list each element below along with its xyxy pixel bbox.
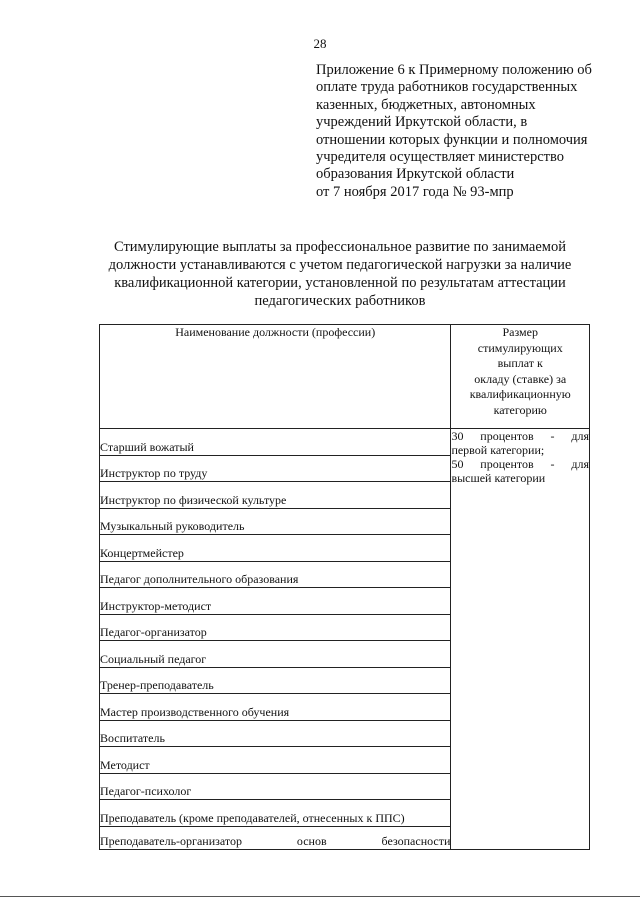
annex-line: учреждений Иркутской области, в [316,114,528,131]
column-header-size [451,325,590,429]
position-word: основ [296,833,327,848]
position-word: безопасности [381,833,451,848]
column-header-size-line: Размер [502,325,538,339]
column-header-size-line: квалификационную [469,387,571,401]
annex-line: казенных, бюджетных, автономных [316,96,536,113]
position-cell [100,826,451,849]
annex-line: отношении которых функции и полномочия [316,131,588,148]
annex-reference [316,62,616,201]
position-cell: Инструктор по физической культуре [100,482,451,509]
payment-word: процентов [480,429,534,443]
position-cell: Преподаватель (кроме преподавателей, отнесенных к ППС) [100,800,451,827]
payment-size-line [451,429,589,443]
column-header-size-line: окладу (ставке) за [474,371,567,386]
annex-line: от 7 ноября 2017 года № 93-мпр [316,183,514,200]
payment-word: для [571,429,589,443]
position-cell: Педагог-психолог [100,773,451,800]
payment-word: процентов [480,457,534,471]
position-word: Преподаватель-организатор [100,833,242,848]
annex-line: учредителя осуществляет министерство [316,149,564,166]
position-cell: Инструктор по труду [100,455,451,482]
heading-line: квалификационной категории, установленной по результатам аттестации [114,275,566,291]
annex-line: образования Иркутской области [316,166,515,183]
payment-word: для [571,457,589,471]
column-header-position: Наименование должности (профессии) [100,325,451,429]
position-cell: Тренер-преподаватель [100,667,451,694]
heading-line: Стимулирующие выплаты за профессиональное развитие по занимаемой [113,239,566,255]
position-cell: Мастер производственного обучения [100,694,451,721]
payment-size-line [451,457,589,471]
payment-dash: - [550,429,555,443]
column-header-size-line: выплат к [497,356,543,370]
page-number: 28 [313,36,327,51]
heading-line: педагогических работников [254,293,426,309]
position-cell: Старший вожатый [100,429,451,456]
payment-size-line: первой категории; [451,443,545,457]
annex-line: Приложение 6 к Примерному положению об [316,62,592,78]
page-bottom-divider [0,896,640,897]
position-cell: Концертмейстер [100,535,451,562]
table-row [100,429,590,456]
position-cell: Педагог дополнительного образования [100,561,451,588]
position-cell: Музыкальный руководитель [100,508,451,535]
payment-size-cell [451,429,590,850]
column-header-size-line: стимулирующих [477,340,563,355]
heading-line: должности устанавливаются с учетом педагогической нагрузки за наличие [108,257,572,273]
payment-percent: 30 [451,429,464,443]
annex-line: оплате труда работников государственных [316,79,578,96]
position-cell: Социальный педагог [100,641,451,668]
position-cell: Педагог-организатор [100,614,451,641]
payments-table [99,324,590,850]
table-header-row [100,325,590,429]
payment-percent: 50 [451,457,464,471]
position-cell: Воспитатель [100,720,451,747]
column-header-size-line: категорию [493,402,547,417]
position-cell: Инструктор-методист [100,588,451,615]
payment-dash: - [550,457,555,471]
position-cell: Методист [100,747,451,774]
document-heading [70,238,610,310]
payment-size-line: высшей категории [451,471,546,485]
